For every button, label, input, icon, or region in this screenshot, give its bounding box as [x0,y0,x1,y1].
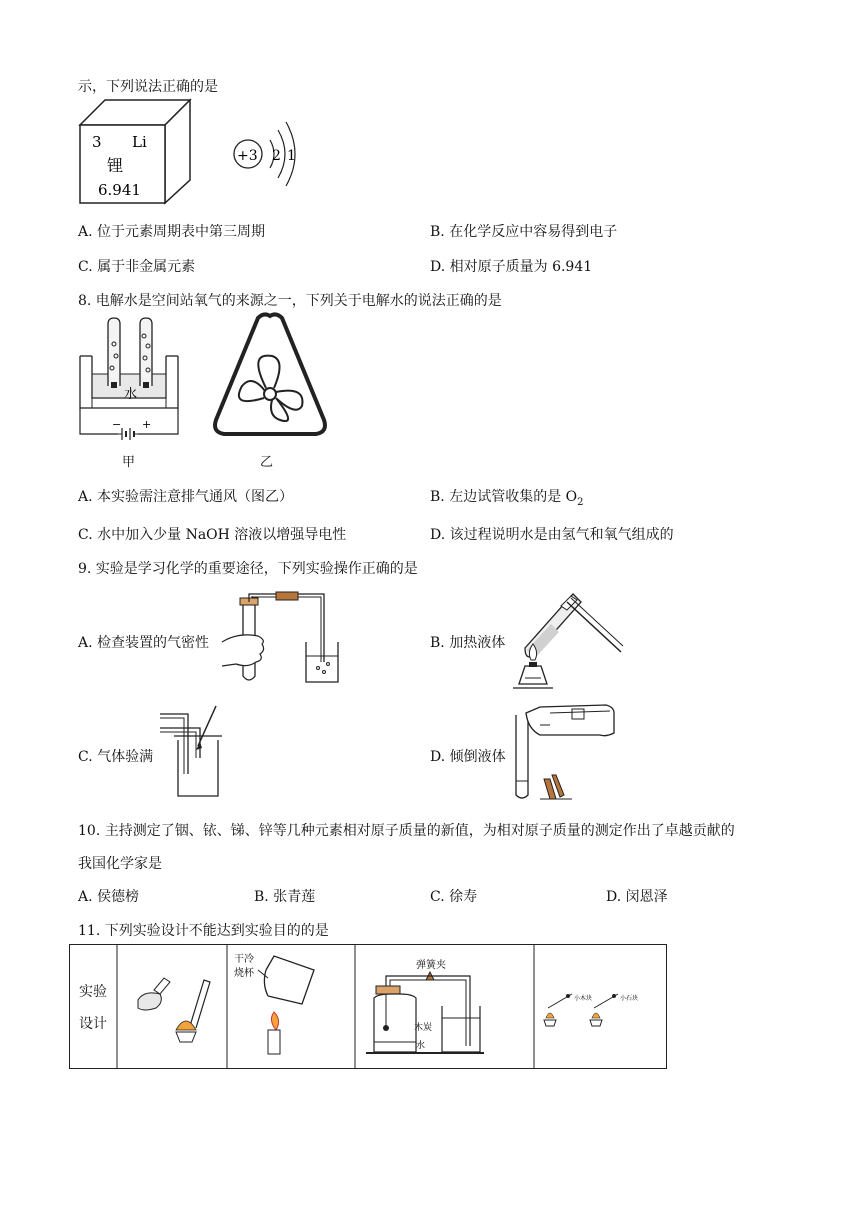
shell2-electrons: 1 [287,148,296,164]
q10-stem-line2: 我国化学家是 [78,856,162,872]
q10-option-c[interactable]: C. 徐寿 [430,889,478,905]
ventilation-fan-sign-figure [210,308,330,443]
q11-cell3-figure [360,956,490,1060]
plus-terminal: + [142,418,152,431]
gas-fullness-test-figure [160,706,230,801]
heating-liquid-figure [505,588,625,698]
spring-clip-label: 弹簧夹 [416,960,446,971]
q11-cell1-figure [130,972,220,1047]
q8-option-c[interactable]: C. 水中加入少量 NaOH 溶液以增强导电性 [78,527,347,543]
q10-stem-line1: 10. 主持测定了铟、铱、锑、锌等几种元素相对原子质量的新值，为相对原子质量的测定作出了卓越贡献的 [78,823,735,839]
shell1-electrons: 2 [272,148,281,164]
q11-row-label-1: 实验 [79,984,107,1000]
q9-option-b[interactable]: B. 加热液体 [430,635,506,651]
q9-stem: 9. 实验是学习化学的重要途径，下列实验操作正确的是 [78,561,418,577]
element-symbol: Li [132,133,147,151]
element-name: 锂 [107,156,124,175]
q10-option-d[interactable]: D. 闵恩泽 [606,889,668,905]
q7-option-b[interactable]: B. 在化学反应中容易得到电子 [430,224,618,240]
q7-stem-tail: 示，下列说法正确的是 [78,79,218,95]
cold-beaker-label-1: 干冷 [234,954,254,965]
q7-option-d[interactable]: D. 相对原子质量为 6.941 [430,259,593,275]
pouring-liquid-figure [510,703,620,803]
q7-option-a[interactable]: A. 位于元素周期表中第三周期 [78,224,266,240]
element-card-figure [80,100,195,205]
electrolysis-apparatus-figure [78,316,188,441]
fig-yi-caption: 乙 [260,455,274,470]
q8-stem: 8. 电解水是空间站氧气的来源之一，下列关于电解水的说法正确的是 [78,293,502,309]
q11-cell2-figure [232,948,332,1058]
airtightness-check-figure [218,592,353,687]
q8-option-b[interactable] [430,486,584,508]
element-number: 3 [92,133,102,151]
nucleus-charge: +3 [237,148,258,164]
fig-jia-caption: 甲 [122,455,136,470]
q11-row-label-2: 设计 [79,1016,107,1032]
q9-option-c[interactable]: C. 气体验满 [78,749,154,765]
water-label-cell3: 水 [416,1041,426,1051]
water-label: 水 [124,387,138,402]
cold-beaker-label-2: 烧杯 [234,968,254,979]
minus-terminal: − [112,418,122,431]
o2-subscript: 2 [577,496,584,508]
q11-cell4-figure [538,980,638,1030]
q11-stem: 11. 下列实验设计不能达到实验目的的是 [78,923,329,939]
q9-option-a[interactable]: A. 检查装置的气密性 [78,635,210,651]
q9-option-d[interactable]: D. 倾倒液体 [430,749,506,765]
element-mass: 6.941 [98,181,141,199]
atom-structure-diagram [232,122,302,192]
stone-block-label: 小石块 [620,995,639,1002]
q8-option-d[interactable]: D. 该过程说明水是由氢气和氧气组成的 [430,527,674,543]
wood-block-label: 小木块 [574,995,593,1002]
q7-option-c[interactable]: C. 属于非金属元素 [78,259,196,275]
q10-option-a[interactable]: A. 侯德榜 [78,889,140,905]
q10-option-b[interactable]: B. 张青莲 [254,889,316,905]
q8-option-b-text: B. 左边试管收集的是 O [430,489,578,505]
charcoal-label: 木炭 [414,1023,433,1033]
q8-option-a[interactable]: A. 本实验需注意排气通风（图乙） [78,489,294,505]
